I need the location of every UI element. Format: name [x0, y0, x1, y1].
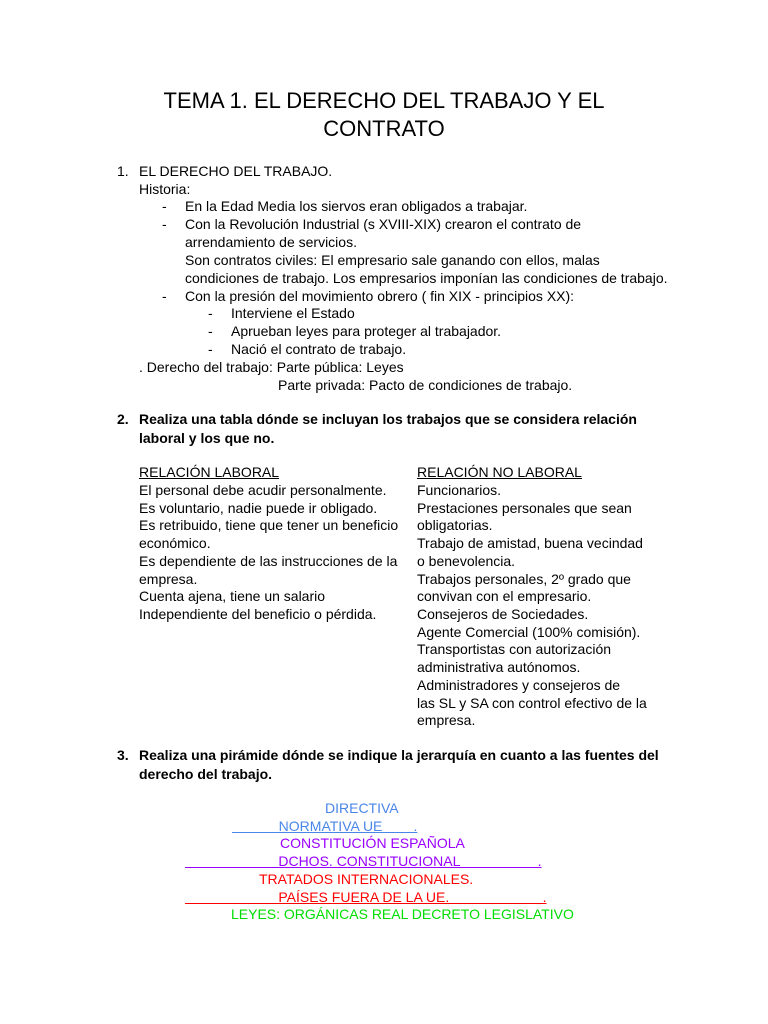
left-column-line: Es dependiente de las instrucciones de la — [139, 553, 398, 569]
section-3-question: Realiza una pirámide dónde se indique la jerarquía en cuanto a las fuentes del — [139, 747, 659, 763]
right-column-line: las SL y SA con control efectivo de la — [417, 695, 647, 711]
right-column-line: Prestaciones personales que sean — [417, 500, 632, 516]
pyramid-level-paises-fuera-ue: PAÍSES FUERA DE LA UE. . — [185, 889, 547, 905]
left-column-line: Independiente del beneficio o pérdida. — [139, 606, 377, 622]
pyramid-level-tratados: TRATADOS INTERNACIONALES. — [259, 871, 474, 887]
right-column-line: Agente Comercial (100% comisión). — [417, 624, 641, 640]
list-item: En la Edad Media los siervos eran obligados a trabajar. — [185, 198, 528, 214]
left-column-header: RELACIÓN LABORAL — [139, 464, 280, 480]
left-column-line: El personal debe acudir personalmente. — [139, 482, 387, 498]
right-column-line: administrativa autónomos. — [417, 659, 581, 675]
bullet-dash: - — [208, 323, 213, 339]
right-column-line: obligatorias. — [417, 517, 493, 533]
section-2-question: laboral y los que no. — [139, 430, 275, 446]
sub-list-item: Aprueban leyes para proteger al trabajador. — [231, 323, 502, 339]
section-3-question: derecho del trabajo. — [139, 766, 273, 782]
title-line-2: CONTRATO — [323, 116, 445, 141]
left-column-line: Es voluntario, nadie puede ir obligado. — [139, 500, 378, 516]
left-column-line: Cuenta ajena, tiene un salario — [139, 588, 326, 604]
section-1-number: 1. — [117, 163, 129, 179]
right-column-line: Transportistas con autorización — [417, 641, 612, 657]
bullet-dash: - — [162, 288, 167, 304]
list-item: condiciones de trabajo. Los empresarios imponían las condiciones de trabajo. — [185, 270, 668, 286]
section-2-number: 2. — [117, 411, 129, 427]
right-column-line: Funcionarios. — [417, 482, 502, 498]
list-item: Con la Revolución Industrial (s XVIII-XIX) crearon el contrato de — [185, 216, 582, 232]
left-column-line: económico. — [139, 535, 211, 551]
right-column-line: Consejeros de Sociedades. — [417, 606, 589, 622]
title-line-1: TEMA 1. EL DERECHO DEL TRABAJO Y EL — [163, 88, 605, 113]
pyramid-level-directiva: DIRECTIVA — [325, 800, 399, 816]
bullet-dash: - — [208, 305, 213, 321]
sub-list-item: Nació el contrato de trabajo. — [231, 341, 407, 357]
right-column-header: RELACIÓN NO LABORAL — [417, 464, 582, 480]
section-1-historia: Historia: — [139, 181, 191, 197]
bullet-dash: - — [162, 198, 167, 214]
left-column-line: empresa. — [139, 571, 198, 587]
right-column-line: Administradores y consejeros de — [417, 677, 621, 693]
derecho-line: . Derecho del trabajo: Parte pública: Leyes — [139, 359, 404, 375]
right-column-line: o benevolencia. — [417, 553, 516, 569]
sub-list-item: Interviene el Estado — [231, 305, 355, 321]
right-column-line: Trabajos personales, 2º grado que — [417, 571, 631, 587]
bullet-dash: - — [208, 341, 213, 357]
pyramid-level-dchos-constitucional: DCHOS. CONSTITUCIONAL . — [185, 853, 542, 869]
pyramid-level-constitucion: CONSTITUCIÓN ESPAÑOLA — [280, 835, 465, 851]
section-1-heading: EL DERECHO DEL TRABAJO. — [139, 163, 333, 179]
privada-line: Parte privada: Pacto de condiciones de trabajo. — [278, 377, 573, 393]
page-title — [100, 87, 668, 143]
section-2-question: Realiza una tabla dónde se incluyan los trabajos que se considera relación — [139, 411, 637, 427]
bullet-dash: - — [162, 216, 167, 232]
pyramid-level-leyes: LEYES: ORGÁNICAS REAL DECRETO LEGISLATIVO — [231, 906, 574, 922]
right-column-line: Trabajo de amistad, buena vecindad — [417, 535, 643, 551]
list-item: Con la presión del movimiento obrero ( fin XIX - principios XX): — [185, 288, 575, 304]
left-column-line: Es retribuido, tiene que tener un beneficio — [139, 517, 399, 533]
list-item: arrendamiento de servicios. — [185, 234, 357, 250]
pyramid-level-normativa-ue: NORMATIVA UE . — [232, 818, 418, 834]
list-item: Son contratos civiles: El empresario sale ganando con ellos, malas — [185, 252, 600, 268]
right-column-line: convivan con el empresario. — [417, 588, 592, 604]
right-column-line: empresa. — [417, 712, 476, 728]
section-3-number: 3. — [117, 747, 129, 763]
